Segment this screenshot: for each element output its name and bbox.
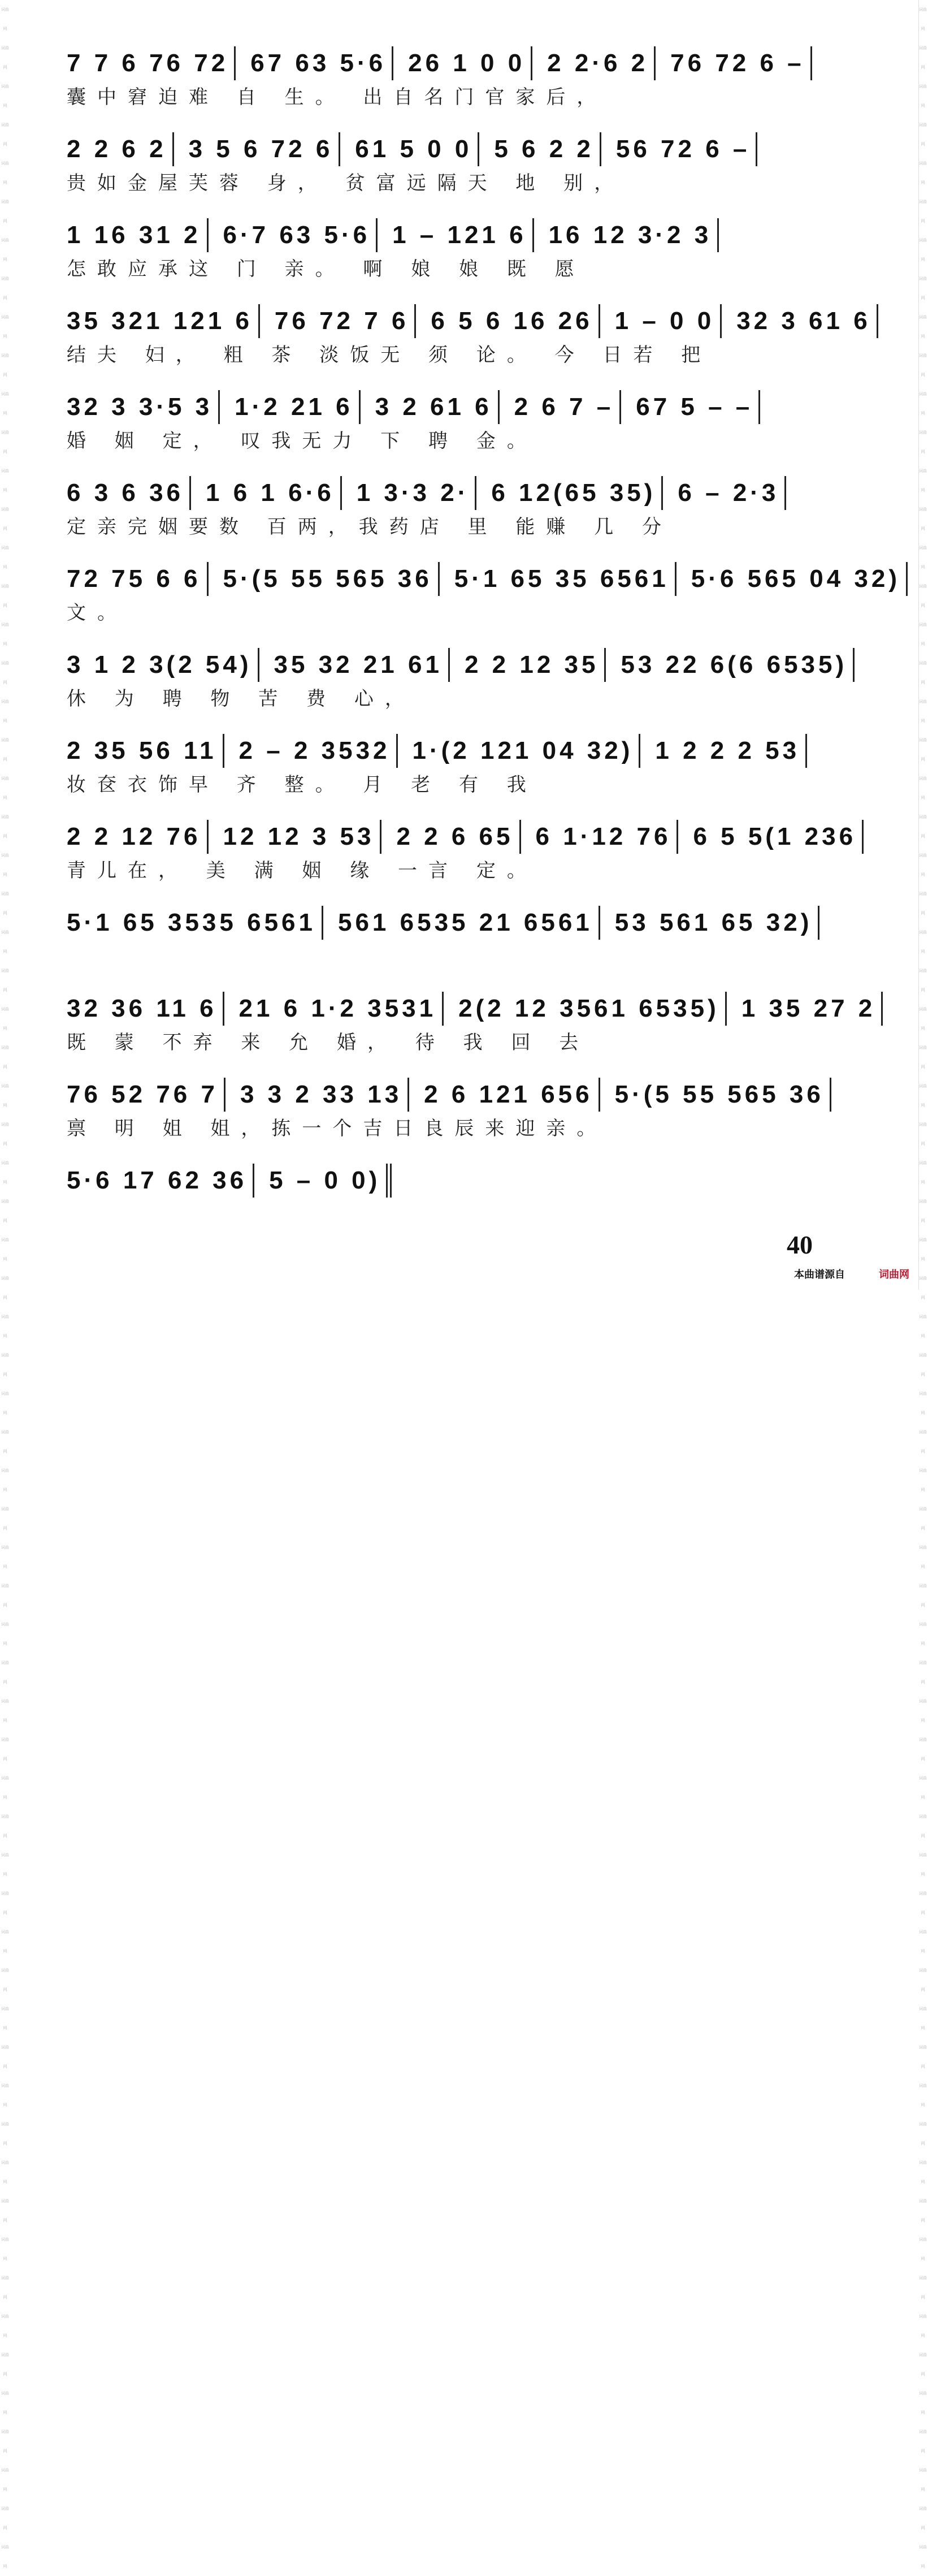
staff-system (67, 114, 847, 200)
margin-mark: 词曲网 (1, 892, 9, 915)
margin-mark: 词曲网 (919, 1353, 927, 1377)
measure: 35 32 21 61 (268, 648, 450, 682)
margin-mark: 词曲网 (1, 1853, 9, 1877)
margin-mark: 词曲网 (919, 1507, 927, 1531)
margin-mark: 词曲网 (919, 46, 927, 70)
margin-mark: 词曲网 (1, 2045, 9, 2069)
margin-mark: 词曲网 (1, 353, 9, 377)
staff-system (67, 716, 847, 802)
margin-mark: 词曲网 (1, 738, 9, 762)
margin-mark: 词曲网 (1, 123, 9, 146)
measure: 76 72 6 – (665, 46, 812, 80)
margin-mark: 词曲网 (919, 1622, 927, 1646)
notation-line (67, 200, 847, 252)
measure: 32 3 61 6 (731, 304, 878, 338)
notation-line (67, 888, 847, 940)
margin-mark: 词曲网 (919, 1737, 927, 1761)
measure: 16 12 3·2 3 (543, 218, 719, 252)
brand-label: 词曲网 (879, 1269, 909, 1281)
margin-mark: 词曲网 (1, 1891, 9, 1915)
margin-mark: 词曲网 (919, 853, 927, 877)
measure: 5 – 0 0) (263, 1164, 392, 1198)
margin-mark: 词曲网 (1, 661, 9, 685)
staff-system (67, 888, 847, 974)
margin-mark: 词曲网 (919, 1661, 927, 1684)
margin-mark: 词曲网 (1, 1353, 9, 1377)
margin-mark: 词曲网 (1, 1930, 9, 1953)
measure: 7 7 6 76 72 (67, 46, 236, 80)
measure: 6·7 63 5·6 (218, 218, 378, 252)
measure: 3 3 2 33 13 (235, 1078, 409, 1112)
measure: 72 75 6 6 (67, 562, 209, 596)
margin-mark: 词曲网 (919, 430, 927, 454)
margin-mark: 词曲网 (1, 1545, 9, 1569)
measure: 2 – 2 3532 (233, 734, 398, 768)
margin-mark: 词曲网 (1, 2545, 9, 2569)
margin-mark: 词曲网 (919, 815, 927, 839)
lyrics-line: 婚 姻 定， 叹我无力 下 聘 金。 (67, 429, 537, 452)
lyrics-line: 禀 明 姐 姐，拣一个吉日良辰来迎亲。 (67, 1117, 608, 1140)
notation-line (67, 544, 900, 596)
score (67, 28, 900, 1231)
measure: 32 3 3·5 3 (67, 390, 220, 424)
margin-mark: 词曲网 (919, 2391, 927, 2415)
margin-mark: 词曲网 (919, 892, 927, 915)
measure: 53 22 6(6 6535) (615, 648, 855, 682)
margin-mark: 词曲网 (1, 1161, 9, 1185)
measure: 1 35 27 2 (736, 992, 883, 1026)
notation-line (67, 630, 847, 682)
margin-mark: 词曲网 (1, 1391, 9, 1415)
margin-mark: 词曲网 (1, 1045, 9, 1069)
margin-mark: 词曲网 (919, 2353, 927, 2376)
measure: 1 2 2 2 53 (649, 734, 807, 768)
lyrics-line (67, 1198, 847, 1227)
staff-system (67, 544, 900, 630)
notation-line (67, 1060, 847, 1112)
measure: 1 – 121 6 (387, 218, 534, 252)
measure: 35 321 121 6 (67, 304, 260, 338)
measure: 6 3 6 36 (67, 476, 191, 510)
margin-mark: 词曲网 (919, 84, 927, 108)
measure: 26 1 0 0 (402, 46, 532, 80)
measure: 2 2 6 65 (391, 820, 521, 854)
margin-mark: 词曲网 (1, 1276, 9, 1300)
measure: 2(2 12 3561 6535) (453, 992, 727, 1026)
margin-mark: 词曲网 (919, 1276, 927, 1300)
margin-mark: 词曲网 (1, 2430, 9, 2453)
margin-mark: 词曲网 (1, 1315, 9, 1338)
margin-mark: 词曲网 (1, 546, 9, 569)
measure: 53 561 65 32) (609, 906, 820, 940)
measure: 3 5 6 72 6 (183, 132, 341, 166)
margin-mark: 词曲网 (919, 699, 927, 723)
staff-system (67, 286, 871, 372)
margin-mark: 词曲网 (919, 1199, 927, 1223)
measure: 5·1 65 3535 6561 (67, 906, 323, 940)
margin-mark: 词曲网 (1, 392, 9, 416)
notation-line (67, 1146, 847, 1198)
margin-mark: 词曲网 (919, 469, 927, 492)
margin-mark: 词曲网 (1, 469, 9, 492)
margin-mark: 词曲网 (1, 584, 9, 608)
margin-mark: 词曲网 (919, 584, 927, 608)
margin-mark: 词曲网 (1, 1122, 9, 1146)
margin-mark: 词曲网 (919, 1391, 927, 1415)
margin-mark: 词曲网 (919, 161, 927, 185)
measure: 1 3·3 2· (351, 476, 477, 510)
margin-mark: 词曲网 (919, 1084, 927, 1108)
lyrics-line: 既 蒙 不弃 来 允 婚， 待 我 回 去 (67, 1031, 590, 1054)
measure: 1·2 21 6 (229, 390, 360, 424)
margin-mark: 词曲网 (1, 161, 9, 185)
measure: 3 2 61 6 (370, 390, 500, 424)
measure: 67 63 5·6 (245, 46, 393, 80)
margin-mark: 词曲网 (919, 930, 927, 954)
margin-mark: 词曲网 (919, 776, 927, 800)
margin-mark: 词曲网 (1, 430, 9, 454)
margin-mark: 词曲网 (919, 2506, 927, 2530)
staff-system (67, 802, 857, 888)
measure: 61 5 0 0 (349, 132, 479, 166)
measure: 67 5 – – (630, 390, 760, 424)
source-label: 本曲谱源自 (794, 1269, 845, 1281)
staff-system (67, 372, 847, 458)
notation-line (67, 802, 857, 854)
margin-mark: 词曲网 (1, 1661, 9, 1684)
margin-mark: 词曲网 (919, 2314, 927, 2338)
margin-mark: 词曲网 (919, 1122, 927, 1146)
margin-mark: 词曲网 (1, 2199, 9, 2223)
margin-mark: 词曲网 (919, 276, 927, 300)
margin-mark: 词曲网 (919, 238, 927, 262)
margin-mark: 词曲网 (1, 84, 9, 108)
margin-mark: 词曲网 (919, 1007, 927, 1031)
staff-system (67, 630, 847, 716)
measure: 2 6 7 – (509, 390, 622, 424)
margin-mark: 词曲网 (1, 853, 9, 877)
margin-mark: 词曲网 (919, 2199, 927, 2223)
margin-mark: 词曲网 (919, 2468, 927, 2492)
staff-system (67, 458, 847, 544)
margin-mark: 词曲网 (919, 1468, 927, 1492)
measure: 1·(2 121 04 32) (407, 734, 641, 768)
margin-mark: 词曲网 (1, 1507, 9, 1531)
measure: 2 2 12 76 (67, 820, 209, 854)
margin-mark: 词曲网 (919, 969, 927, 992)
margin-mark: 词曲网 (919, 1315, 927, 1338)
lyrics-line: 文。 (67, 601, 128, 624)
measure: 6 5 6 16 26 (425, 304, 600, 338)
margin-mark: 词曲网 (1, 1776, 9, 1800)
margin-mark: 词曲网 (1, 1737, 9, 1761)
margin-mark: 词曲网 (919, 1238, 927, 1261)
notation-line (67, 114, 847, 166)
margin-mark: 词曲网 (1, 238, 9, 262)
staff-system (67, 974, 876, 1060)
margin-mark: 词曲网 (1, 507, 9, 531)
margin-mark: 词曲网 (919, 315, 927, 339)
margin-mark: 词曲网 (1, 1584, 9, 1607)
measure: 12 12 3 53 (218, 820, 382, 854)
margin-mark: 词曲网 (1, 1238, 9, 1261)
lyrics-line: 妆奁衣饰早 齐 整。 月 老 有 我 (67, 773, 537, 796)
margin-mark: 词曲网 (1, 315, 9, 339)
margin-mark: 词曲网 (919, 2160, 927, 2184)
measure: 5·1 65 35 6561 (449, 562, 677, 596)
margin-mark: 词曲网 (919, 661, 927, 685)
margin-mark: 词曲网 (1, 2314, 9, 2338)
margin-mark: 词曲网 (1, 2391, 9, 2415)
margin-mark: 词曲网 (919, 1853, 927, 1877)
margin-mark: 词曲网 (1, 276, 9, 300)
measure: 6 12(65 35) (485, 476, 663, 510)
margin-mark: 词曲网 (919, 738, 927, 762)
margin-mark: 词曲网 (919, 7, 927, 31)
margin-mark: 词曲网 (919, 1968, 927, 1992)
staff-system (67, 1060, 847, 1146)
margin-mark: 词曲网 (1, 1968, 9, 1992)
margin-mark: 词曲网 (1, 46, 9, 70)
measure: 5·6 565 04 32) (686, 562, 908, 596)
margin-mark: 词曲网 (919, 2276, 927, 2300)
measure: 76 72 7 6 (269, 304, 417, 338)
margin-mark: 词曲网 (1, 1622, 9, 1646)
margin-mark: 词曲网 (919, 2007, 927, 2030)
margin-mark: 词曲网 (1, 1699, 9, 1723)
lyrics-line: 囊中窘迫难 自 生。 出自名门官家后， (67, 85, 608, 109)
staff-system (67, 28, 847, 114)
margin-mark: 词曲网 (1, 2007, 9, 2030)
margin-mark: 词曲网 (1, 2276, 9, 2300)
measure: 5 6 2 2 (488, 132, 601, 166)
margin-mark: 词曲网 (1, 2237, 9, 2261)
measure: 2 2 6 2 (67, 132, 174, 166)
margin-mark: 词曲网 (1, 2353, 9, 2376)
margin-mark: 词曲网 (919, 1891, 927, 1915)
margin-mark: 词曲网 (1, 2084, 9, 2107)
margin-mark: 词曲网 (919, 1930, 927, 1953)
margin-mark: 词曲网 (919, 1430, 927, 1454)
margin-mark: 词曲网 (1, 815, 9, 839)
notation-line (67, 286, 871, 338)
margin-mark: 词曲网 (1, 1199, 9, 1223)
measure: 76 52 76 7 (67, 1078, 226, 1112)
margin-mark: 词曲网 (1, 930, 9, 954)
measure: 2 6 121 656 (418, 1078, 600, 1112)
measure: 561 6535 21 6561 (332, 906, 600, 940)
margin-mark: 词曲网 (1, 1430, 9, 1454)
notation-line (67, 716, 847, 768)
lyrics-line: 青儿在， 美 满 姻 缘 一言 定。 (67, 859, 537, 882)
lyrics-line: 贵如金屋芙蓉 身， 贫富远隔天 地 别， (67, 171, 625, 195)
margin-mark: 词曲网 (919, 1161, 927, 1185)
notation-line (67, 458, 847, 510)
margin-mark: 词曲网 (1, 699, 9, 723)
margin-mark: 词曲网 (919, 1584, 927, 1607)
measure: 6 1·12 76 (530, 820, 679, 854)
measure: 5·6 17 62 36 (67, 1164, 254, 1198)
margin-mark: 词曲网 (1, 623, 9, 646)
margin-mark: 词曲网 (919, 623, 927, 646)
measure: 2 2·6 2 (541, 46, 656, 80)
margin-mark: 词曲网 (1, 1814, 9, 1838)
right-margin-watermark (918, 0, 927, 2569)
margin-mark: 词曲网 (1, 2468, 9, 2492)
measure: 2 2 12 35 (459, 648, 606, 682)
measure: 5·(5 55 565 36 (609, 1078, 831, 1112)
lyrics-line: 怎敢应承这 门 亲。 啊 娘 娘 既 愿 (67, 257, 586, 280)
margin-mark: 词曲网 (919, 546, 927, 569)
margin-mark: 词曲网 (919, 507, 927, 531)
margin-mark: 词曲网 (919, 123, 927, 146)
margin-mark: 词曲网 (919, 200, 927, 223)
staff-system (67, 200, 847, 286)
measure: 2 35 56 11 (67, 734, 224, 768)
margin-mark: 词曲网 (1, 2506, 9, 2530)
staff-system (67, 1146, 847, 1231)
measure: 5·(5 55 565 36 (218, 562, 440, 596)
margin-mark: 词曲网 (919, 2237, 927, 2261)
margin-mark: 词曲网 (919, 1045, 927, 1069)
measure: 1 16 31 2 (67, 218, 209, 252)
lyrics-line: 结夫 妇， 粗 茶 淡饭无 须 论。 今 日若 把 (67, 343, 712, 366)
measure: 3 1 2 3(2 54) (67, 648, 259, 682)
margin-mark: 词曲网 (1, 1084, 9, 1108)
margin-mark: 词曲网 (1, 1007, 9, 1031)
measure: 1 – 0 0 (609, 304, 722, 338)
notation-line (67, 974, 876, 1026)
margin-mark: 词曲网 (919, 2545, 927, 2569)
page-number: 40 (787, 1230, 813, 1259)
measure: 21 6 1·2 3531 (233, 992, 444, 1026)
margin-mark: 词曲网 (1, 200, 9, 223)
margin-mark: 词曲网 (919, 1699, 927, 1723)
margin-mark: 词曲网 (919, 2430, 927, 2453)
margin-mark: 词曲网 (1, 1468, 9, 1492)
margin-mark: 词曲网 (919, 1545, 927, 1569)
margin-mark: 词曲网 (919, 2084, 927, 2107)
margin-mark: 词曲网 (1, 2160, 9, 2184)
margin-mark: 词曲网 (1, 776, 9, 800)
measure: 6 – 2·3 (672, 476, 786, 510)
notation-line (67, 372, 847, 424)
margin-mark: 词曲网 (919, 392, 927, 416)
lyrics-line: 定亲完姻要数 百两，我药店 里 能赚 几 分 (67, 515, 673, 538)
measure: 32 36 11 6 (67, 992, 224, 1026)
lyrics-line: 休 为 聘 物 苦 费 心， (67, 687, 415, 710)
margin-mark: 词曲网 (919, 1814, 927, 1838)
measure: 56 72 6 – (610, 132, 758, 166)
margin-mark: 词曲网 (1, 7, 9, 31)
notation-line (67, 28, 847, 80)
measure: 6 5 5(1 236 (687, 820, 864, 854)
margin-mark: 词曲网 (1, 969, 9, 992)
margin-mark: 词曲网 (919, 2122, 927, 2146)
margin-mark: 词曲网 (919, 1776, 927, 1800)
measure: 1 6 1 6·6 (200, 476, 342, 510)
margin-mark: 词曲网 (919, 353, 927, 377)
margin-mark: 词曲网 (1, 2122, 9, 2146)
lyrics-line (67, 940, 847, 969)
margin-mark: 词曲网 (919, 2045, 927, 2069)
left-margin-watermark (1, 0, 9, 2569)
